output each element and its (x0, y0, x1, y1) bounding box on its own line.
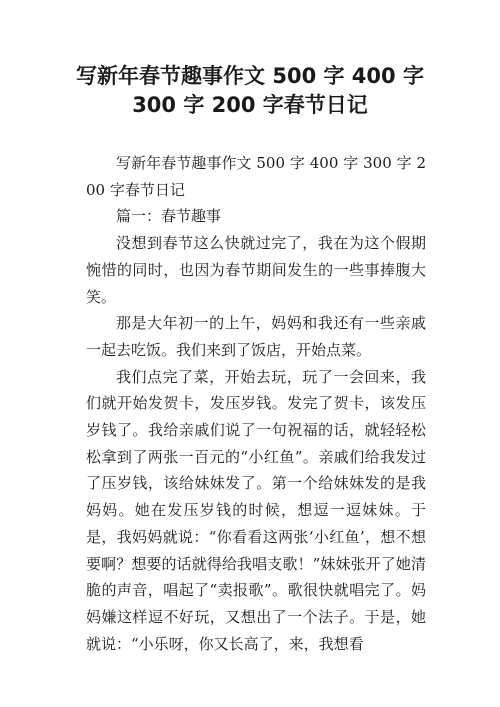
paragraph: 没想到春节这么快就过完了，我在为这个假期惋惜的同时，也因为春节期间发生的一些事捧腹大笑。 (86, 234, 426, 306)
document-title-line-2: 300 字 200 字春节日记 (132, 93, 368, 117)
document-title-line-1: 写新年春节趣事作文 500 字 400 字 (76, 64, 424, 88)
document-body (86, 150, 426, 657)
paragraph: 那是大年初一的上午，妈妈和我还有一些亲戚一起去吃饭。我们来到了饭店，开始点菜。 (86, 314, 426, 359)
paragraph-heading: 写新年春节趣事作文 500 字 400 字 300 字 200 字春节日记 (86, 154, 426, 199)
paragraph: 我们点完了菜，开始去玩，玩了一会回来，我们就开始发贺卡，发压岁钱。发完了贺卡，该发压岁钱了。我给亲戚们说了一句祝福的话，就轻轻松松拿到了两张一百元的“小红鱼”。亲戚们给我发过了压岁钱，该给妹妹发了。第一个给妹妹发的是我妈妈。她在发压岁钱的时候，想逗一逗妹妹。于是，我妈妈就说：“你看看这两张‘小红鱼’，想不想要啊？想要的话就得给我唱支歌！”妹妹张开了她清脆的声音，唱起了“卖报歌”。歌很快就唱完了。妈妈嫌这样逗不好玩，又想出了一个法子。于是，她就说：“小乐呀，你又长高了，来，我想看 (86, 367, 426, 653)
paragraph-section-title: 篇一：春节趣事 (116, 207, 222, 226)
